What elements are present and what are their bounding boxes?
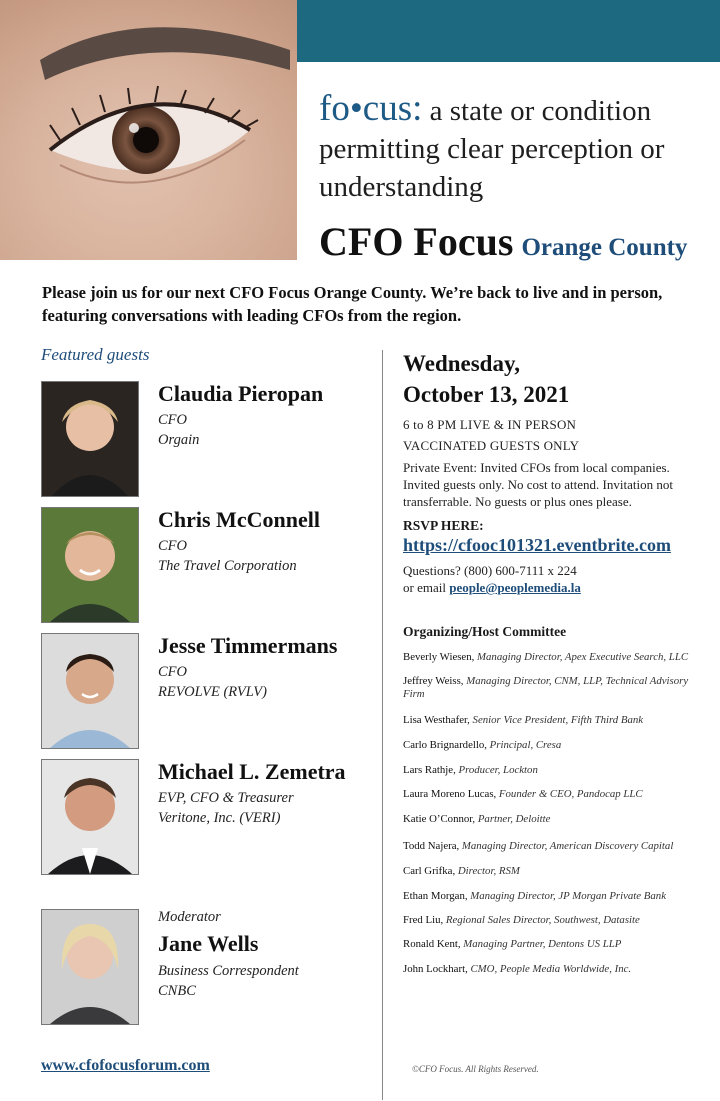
member-name: Jeffrey Weiss, (403, 675, 464, 687)
committee-member (403, 914, 703, 927)
committee-member (403, 890, 703, 903)
committee-member (403, 714, 703, 727)
focus-definition (319, 90, 714, 206)
focus-word: fo•cus: (319, 88, 423, 129)
guest-company: REVOLVE (RVLV) (158, 684, 267, 700)
member-name: John Lockhart, (403, 963, 468, 975)
member-name: Carl Grifka, (403, 865, 456, 877)
member-role: Managing Director, American Discovery Capital (459, 840, 674, 852)
private-event-notice: Private Event: Invited CFOs from local companies. Invited guests only. No cost to attend. Invitation not transferrable. No guests or plus ones please. (403, 460, 673, 509)
guest-name: Jesse Timmermans (158, 633, 338, 658)
title-text: CFO Focus (319, 219, 514, 264)
event-date-block (403, 348, 569, 410)
member-role: Managing Director, JP Morgan Private Bank (467, 890, 666, 902)
guest-photo (41, 381, 139, 497)
rsvp-label: RSVP HERE: (403, 518, 484, 533)
intro-paragraph: Please join us for our next CFO Focus Orange County. We’re back to live and in person, featuring conversations with leading CFOs from the region. (42, 283, 663, 325)
eye-photo (0, 0, 297, 260)
event-date: October 13, 2021 (403, 382, 570, 407)
header-band (297, 0, 720, 62)
moderator-photo (41, 909, 139, 1025)
guest-photo (41, 507, 139, 623)
copyright-notice: ©CFO Focus. All Rights Reserved. (412, 1064, 539, 1074)
guest-role: EVP, CFO & Treasurer (158, 790, 294, 806)
moderator-label: Moderator (158, 909, 221, 925)
committee-member (403, 739, 703, 752)
moderator-company: CNBC (158, 983, 196, 999)
member-name: Beverly Wiesen, (403, 651, 475, 663)
committee-title: Organizing/Host Committee (403, 624, 567, 639)
member-role: Regional Sales Director, Southwest, Datasite (443, 914, 640, 926)
committee-member (403, 840, 703, 853)
email-link[interactable]: people@peoplemedia.la (449, 580, 581, 595)
member-role: Managing Director, Apex Executive Search, LLC (474, 651, 689, 663)
guest-name: Michael L. Zemetra (158, 759, 346, 784)
moderator-role: Business Correspondent (158, 963, 299, 979)
committee-member (403, 764, 703, 777)
event-time: 6 to 8 PM LIVE & IN PERSON (403, 417, 577, 432)
member-name: Ethan Morgan, (403, 890, 468, 902)
committee-member (403, 788, 703, 801)
page-title (319, 218, 687, 265)
guest-role: CFO (158, 664, 187, 680)
event-day: Wednesday, (403, 351, 520, 376)
member-role: CMO, People Media Worldwide, Inc. (467, 963, 632, 975)
member-role: Producer, Lockton (455, 764, 538, 776)
moderator-name: Jane Wells (158, 931, 259, 956)
member-role: Principal, Cresa (486, 739, 562, 751)
member-role: Partner, Deloitte (475, 813, 551, 825)
member-role: Managing Partner, Dentons US LLP (460, 938, 622, 950)
questions-phone: Questions? (800) 600-7111 x 224 (403, 563, 577, 578)
guest-photo (41, 759, 139, 875)
guest-company: Veritone, Inc. (VERI) (158, 810, 281, 826)
member-name: Lisa Westhafer, (403, 714, 470, 726)
definition-text: a state or condition permitting clear perception or understanding (319, 95, 665, 203)
guest-name: Chris McConnell (158, 507, 320, 532)
member-name: Ronald Kent, (403, 938, 461, 950)
committee-member (403, 651, 703, 664)
member-name: Katie O’Connor, (403, 813, 476, 825)
rsvp-link[interactable]: https://cfooc101321.eventbrite.com (403, 535, 671, 555)
guest-role: CFO (158, 538, 187, 554)
guest-company: Orgain (158, 432, 200, 448)
member-role: Founder & CEO, Pandocap LLC (496, 788, 643, 800)
committee-member (403, 675, 703, 701)
vaccination-note: VACCINATED GUESTS ONLY (403, 438, 580, 453)
website-link[interactable]: www.cfofocusforum.com (41, 1057, 210, 1074)
member-name: Carlo Brignardello, (403, 739, 487, 751)
guest-role: CFO (158, 412, 187, 428)
member-name: Lars Rathje, (403, 764, 456, 776)
title-subtitle: Orange County (521, 234, 688, 261)
committee-member (403, 938, 703, 951)
email-line (403, 579, 581, 596)
committee-member (403, 865, 703, 878)
member-name: Todd Najera, (403, 840, 460, 852)
featured-guests-label: Featured guests (41, 345, 150, 364)
column-divider (382, 350, 383, 1100)
member-role: Director, RSM (455, 865, 520, 877)
email-prefix: or email (403, 580, 450, 595)
member-role: Senior Vice President, Fifth Third Bank (469, 714, 644, 726)
committee-member (403, 813, 703, 826)
guest-name: Claudia Pieropan (158, 381, 324, 406)
member-name: Fred Liu, (403, 914, 444, 926)
committee-member (403, 963, 703, 976)
guest-photo (41, 633, 139, 749)
member-name: Laura Moreno Lucas, (403, 788, 497, 800)
member-role: Managing Director, CNM, LLP, Technical Advisory Firm (403, 675, 689, 700)
guest-company: The Travel Corporation (158, 558, 297, 574)
